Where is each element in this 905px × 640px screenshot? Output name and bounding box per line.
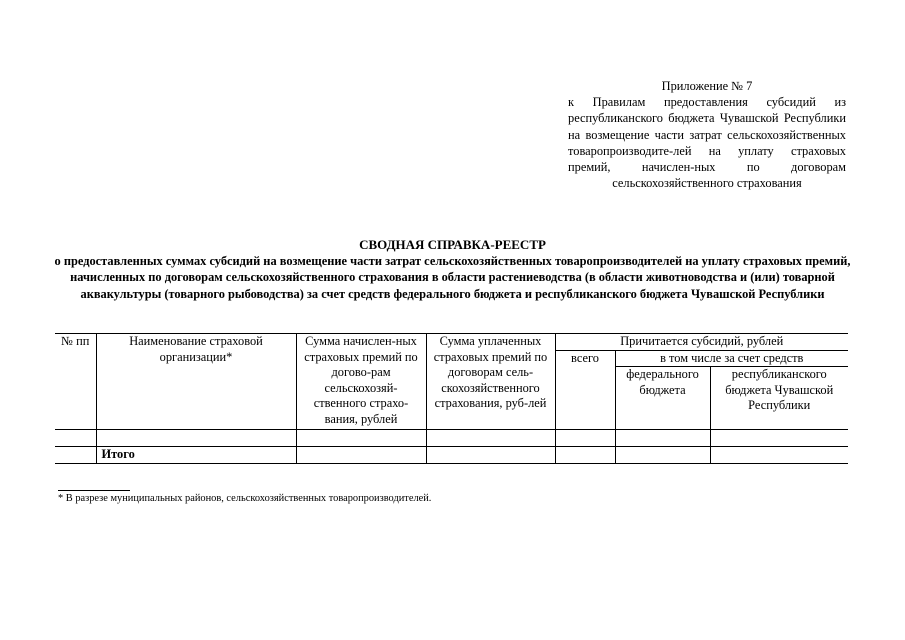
total-row-label: Итого xyxy=(96,447,296,464)
col-accrued-header: Сумма начислен-ных страховых премий по догово-рам сельскохозяй-ственного страхо-вания, рублей xyxy=(296,334,426,430)
table-cell xyxy=(426,430,555,447)
table-cell xyxy=(555,447,615,464)
col-federal-header: федерального бюджета xyxy=(615,367,710,430)
footnote-separator xyxy=(58,490,130,491)
table-row xyxy=(55,430,848,447)
col-republican-header: республиканского бюджета Чувашской Республики xyxy=(710,367,848,430)
table-cell xyxy=(710,447,848,464)
col-paid-header: Сумма уплаченных страховых премий по договорам сель-скохозяйственного страхования, руб-лей xyxy=(426,334,555,430)
table-cell xyxy=(426,447,555,464)
footnote: * В разрезе муниципальных районов, сельскохозяйственных товаропроизводителей. xyxy=(58,493,432,504)
header-row xyxy=(55,334,848,351)
table-cell xyxy=(555,430,615,447)
total-row xyxy=(55,447,848,464)
registry-table xyxy=(55,333,848,464)
table-cell xyxy=(615,430,710,447)
col-subsidy-due-header: Причитается субсидий, рублей xyxy=(555,334,848,351)
col-total-header: всего xyxy=(555,350,615,430)
document-subtitle: о предоставленных суммах субсидий на возмещение части затрат сельскохозяйственных товаропроизводителей на уплату страховых премий, начисленных по договорам сельскохозяйственного страхования в области растениеводства (в области животноводства и (или) товарной аквакультуры (товарного рыбоводства) за счет средств федерального бюджета и республиканского бюджета Чувашской Республики xyxy=(54,254,851,301)
table-cell xyxy=(615,447,710,464)
col-including-header: в том числе за счет средств xyxy=(615,350,848,367)
appendix-number: Приложение № 7 xyxy=(661,79,753,93)
table-cell xyxy=(55,447,96,464)
col-number-header: № пп xyxy=(55,334,96,430)
table-cell xyxy=(96,430,296,447)
appendix-text: к Правилам предоставления субсидий из республиканского бюджета Чувашской Республики на возмещение части затрат сельскохозяйственных товаропроизводите-лей на уплату страховых премий, начислен-ных по договорам сельскохозяйственного страхования xyxy=(568,95,846,191)
table-cell xyxy=(710,430,848,447)
table-cell xyxy=(296,447,426,464)
appendix-block xyxy=(568,78,846,191)
document-title: СВОДНАЯ СПРАВКА-РЕЕСТР xyxy=(359,237,546,252)
table-cell xyxy=(296,430,426,447)
table-cell xyxy=(55,430,96,447)
col-org-name-header: Наименование страховой организации* xyxy=(96,334,296,430)
